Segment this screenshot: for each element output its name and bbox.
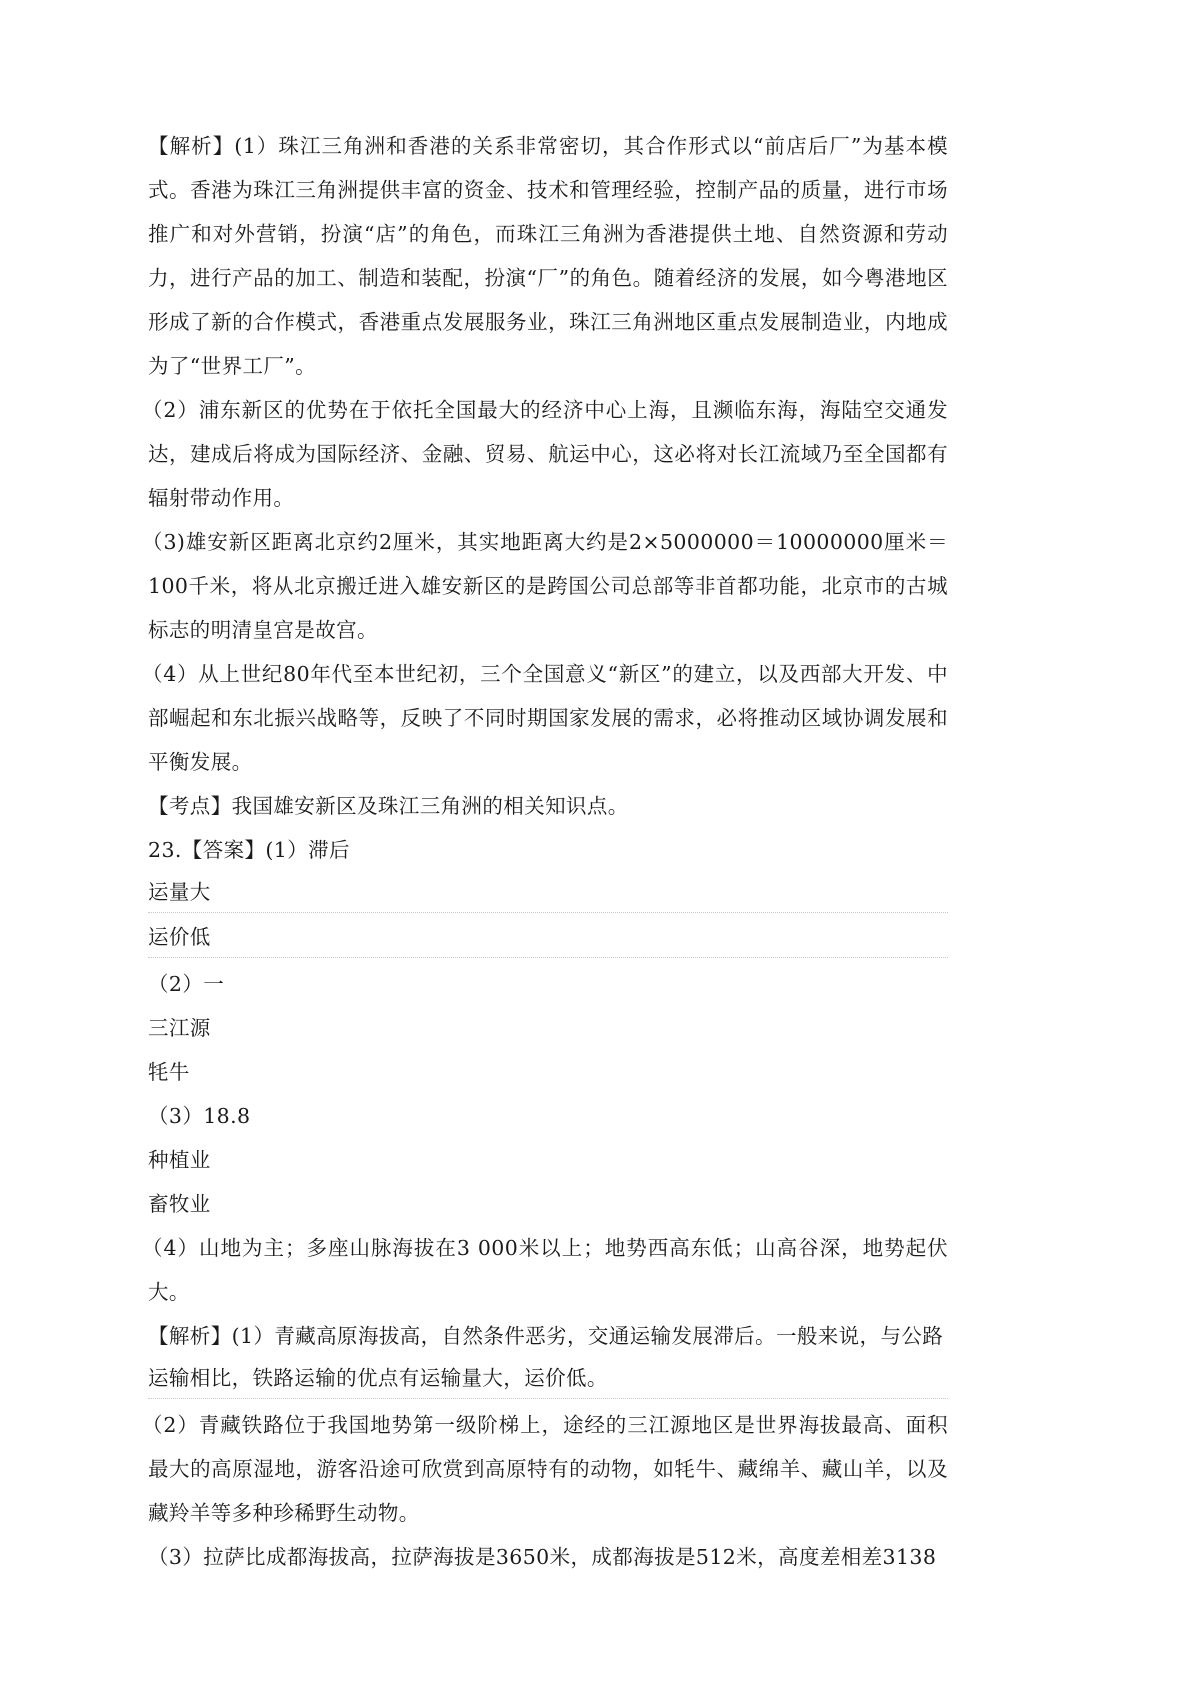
q23-answer-1-1: 运量大 <box>148 872 948 913</box>
q22-kaodian: 【考点】我国雄安新区及珠江三角洲的相关知识点。 <box>148 794 629 818</box>
q23-analysis-part1-line2: 运输相比，铁路运输的优点有运输量大，运价低。 <box>148 1358 948 1399</box>
q23-answer-3-1: 种植业 <box>148 1148 211 1172</box>
q23-answer-2-1: 三江源 <box>148 1016 211 1040</box>
q23-answer-3-head: （3）18.8 <box>148 1104 251 1128</box>
q22-analysis-part1: 【解析】(1）珠江三角洲和香港的关系非常密切，其合作形式以“前店后厂”为基本模式。香港为珠江三角洲提供丰富的资金、技术和管理经验，控制产品的质量，进行市场推广和对外营销，扮演“店”的角色，而珠江三角洲为香港提供土地、自然资源和劳动力，进行产品的加工、制造和装配，扮演“厂”的角色。随着经济的发展，如今粤港地区形成了新的合作模式，香港重点发展服务业，珠江三角洲地区重点发展制造业，内地成为了“世界工厂”。 <box>148 134 948 378</box>
q23-analysis-part1-line1: 【解析】(1）青藏高原海拔高，自然条件恶劣，交通运输发展滞后。一般来说，与公路 <box>148 1324 944 1348</box>
q23-answer-2-2: 牦牛 <box>148 1060 190 1084</box>
q23-answer-1-2: 运价低 <box>148 917 948 958</box>
q23-answer-header: 23.【答案】(1）滞后 <box>148 838 350 862</box>
q22-analysis-part4: （4）从上世纪80年代至本世纪初，三个全国意义“新区”的建立，以及西部大开发、中部崛起和东北振兴战略等，反映了不同时期国家发展的需求，必将推动区域协调发展和平衡发展。 <box>142 662 948 774</box>
q23-analysis-part3: （3）拉萨比成都海拔高，拉萨海拔是3650米，成都海拔是512米，高度差相差3138 <box>148 1545 937 1569</box>
q23-answer-2-head: （2）一 <box>148 972 225 996</box>
q23-answer-4: （4）山地为主；多座山脉海拔在3 000米以上；地势西高东低；山高谷深，地势起伏大。 <box>142 1236 948 1304</box>
q22-analysis-part3: （3)雄安新区距离北京约2厘米，其实地距离大约是2×5000000＝10000000厘米＝100千米，将从北京搬迁进入雄安新区的是跨国公司总部等非首都功能，北京市的古城标志的明清皇宫是故宫。 <box>142 530 948 642</box>
q23-answer-3-2: 畜牧业 <box>148 1192 211 1216</box>
q23-analysis-part2: （2）青藏铁路位于我国地势第一级阶梯上，途经的三江源地区是世界海拔最高、面积最大的高原湿地，游客沿途可欣赏到高原特有的动物，如牦牛、藏绵羊、藏山羊，以及藏羚羊等多种珍稀野生动物。 <box>142 1413 948 1525</box>
q22-analysis-part2: （2）浦东新区的优势在于依托全国最大的经济中心上海，且濒临东海，海陆空交通发达，建成后将成为国际经济、金融、贸易、航运中心，这必将对长江流域乃至全国都有辐射带动作用。 <box>142 398 948 510</box>
document-page <box>142 124 948 1579</box>
